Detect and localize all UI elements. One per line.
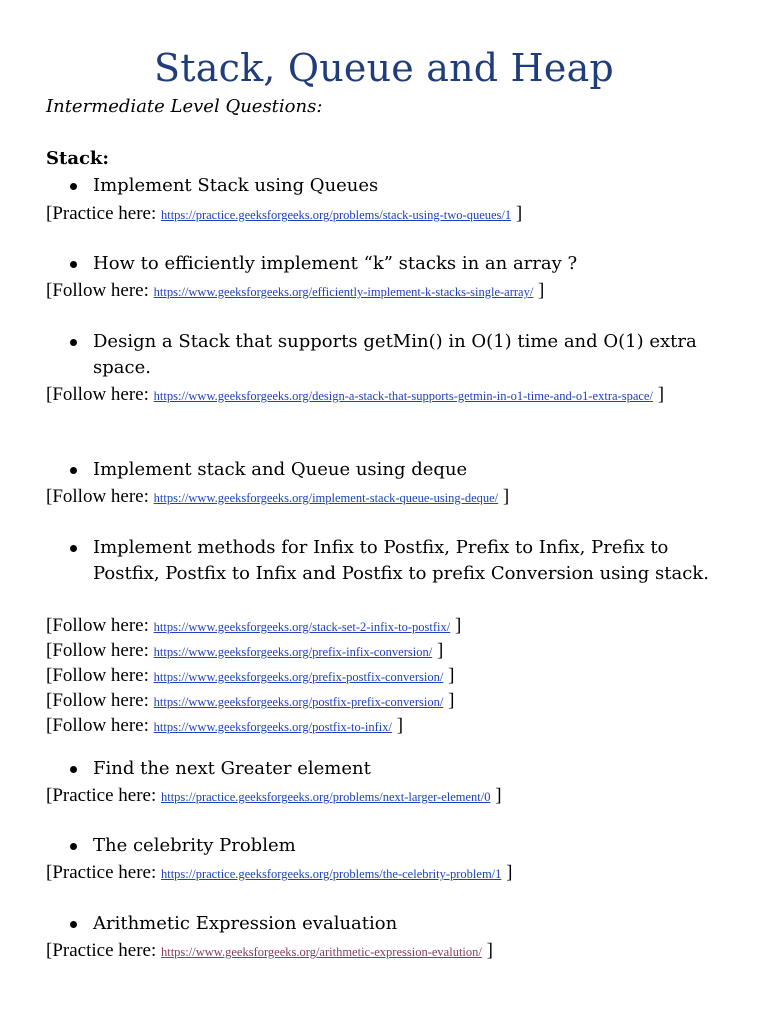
reference-line bbox=[46, 484, 509, 511]
list-item bbox=[70, 457, 733, 483]
reference-line bbox=[46, 613, 461, 640]
question-text: The celebrity Problem bbox=[93, 835, 296, 856]
reference-close: ] bbox=[443, 690, 455, 711]
question-text: Implement stack and Queue using deque bbox=[93, 459, 468, 480]
question-text: Arithmetic Expression evaluation bbox=[93, 913, 398, 934]
reference-line bbox=[46, 688, 454, 715]
reference-line bbox=[46, 278, 544, 305]
reference-label: [Follow here: bbox=[46, 640, 154, 661]
reference-line bbox=[46, 382, 726, 409]
reference-close: ] bbox=[652, 384, 665, 405]
reference-close: ] bbox=[443, 665, 455, 686]
reference-line bbox=[46, 938, 493, 965]
bullet-icon bbox=[70, 766, 77, 773]
reference-link[interactable]: https://www.geeksforgeeks.org/prefix-infix-conversion/ bbox=[153, 645, 433, 659]
reference-line bbox=[46, 638, 443, 665]
reference-link[interactable]: https://practice.geeksforgeeks.org/problems/the-celebrity-problem/1 bbox=[160, 867, 502, 881]
reference-close: ] bbox=[432, 640, 444, 661]
reference-close: ] bbox=[501, 862, 513, 883]
reference-link[interactable]: https://practice.geeksforgeeks.org/problems/next-larger-element/0 bbox=[160, 790, 491, 804]
reference-label: [Follow here: bbox=[46, 715, 154, 736]
page-title: Stack, Queue and Heap bbox=[154, 46, 614, 90]
reference-line bbox=[46, 663, 454, 690]
reference-close: ] bbox=[481, 940, 493, 961]
question-text: Design a Stack that supports getMin() in O(1) time and O(1) extra space. bbox=[93, 331, 697, 378]
reference-line bbox=[46, 201, 522, 228]
reference-label: [Follow here: bbox=[46, 280, 154, 301]
bullet-icon bbox=[70, 261, 77, 268]
reference-line bbox=[46, 713, 403, 740]
bullet-icon bbox=[70, 183, 77, 190]
reference-label: [Follow here: bbox=[46, 384, 154, 405]
question-text: How to efficiently implement “k” stacks in an array ? bbox=[93, 253, 578, 274]
bullet-icon bbox=[70, 339, 77, 346]
reference-label: [Practice here: bbox=[46, 862, 161, 883]
bullet-icon bbox=[70, 921, 77, 928]
reference-link[interactable]: https://www.geeksforgeeks.org/efficiently-implement-k-stacks-single-array/ bbox=[153, 285, 534, 299]
reference-close: ] bbox=[450, 615, 462, 636]
reference-close: ] bbox=[490, 785, 502, 806]
reference-label: [Follow here: bbox=[46, 615, 154, 636]
reference-link[interactable]: https://www.geeksforgeeks.org/design-a-stack-that-supports-getmin-in-o1-time-and-o1-extra-space/ bbox=[153, 389, 653, 403]
list-item bbox=[70, 251, 733, 277]
list-item bbox=[70, 756, 733, 782]
list-item bbox=[70, 329, 733, 381]
page-subtitle: Intermediate Level Questions: bbox=[46, 96, 323, 117]
reference-close: ] bbox=[498, 486, 510, 507]
list-item bbox=[70, 535, 733, 587]
reference-line bbox=[46, 783, 502, 810]
list-item bbox=[70, 173, 733, 199]
bullet-icon bbox=[70, 545, 77, 552]
reference-link[interactable]: https://www.geeksforgeeks.org/prefix-postfix-conversion/ bbox=[153, 670, 444, 684]
reference-close: ] bbox=[511, 203, 523, 224]
question-text: Implement methods for Infix to Postfix, Prefix to Infix, Prefix to Postfix, Postfix to Infix and Postfix to prefix Conversion using stack. bbox=[93, 537, 709, 584]
reference-close: ] bbox=[391, 715, 404, 736]
section-heading-stack: Stack: bbox=[46, 148, 110, 169]
reference-close: ] bbox=[533, 280, 545, 301]
reference-label: [Practice here: bbox=[46, 203, 161, 224]
reference-link[interactable]: https://www.geeksforgeeks.org/implement-stack-queue-using-deque/ bbox=[153, 491, 499, 505]
reference-link[interactable]: https://practice.geeksforgeeks.org/problems/stack-using-two-queues/1 bbox=[160, 208, 512, 222]
reference-line bbox=[46, 860, 512, 887]
reference-label: [Follow here: bbox=[46, 665, 154, 686]
reference-label: [Practice here: bbox=[46, 785, 161, 806]
question-text: Find the next Greater element bbox=[93, 758, 371, 779]
list-item bbox=[70, 911, 733, 937]
reference-link[interactable]: https://www.geeksforgeeks.org/stack-set-2-infix-to-postfix/ bbox=[153, 620, 451, 634]
reference-link[interactable]: https://www.geeksforgeeks.org/postfix-prefix-conversion/ bbox=[153, 695, 444, 709]
reference-label: [Follow here: bbox=[46, 690, 154, 711]
reference-label: [Follow here: bbox=[46, 486, 154, 507]
list-item bbox=[70, 833, 733, 859]
question-text: Implement Stack using Queues bbox=[93, 175, 379, 196]
bullet-icon bbox=[70, 843, 77, 850]
reference-link[interactable]: https://www.geeksforgeeks.org/postfix-to-infix/ bbox=[153, 720, 392, 734]
reference-label: [Practice here: bbox=[46, 940, 161, 961]
reference-link[interactable]: https://www.geeksforgeeks.org/arithmetic-expression-evalution/ bbox=[160, 945, 482, 959]
bullet-icon bbox=[70, 467, 77, 474]
